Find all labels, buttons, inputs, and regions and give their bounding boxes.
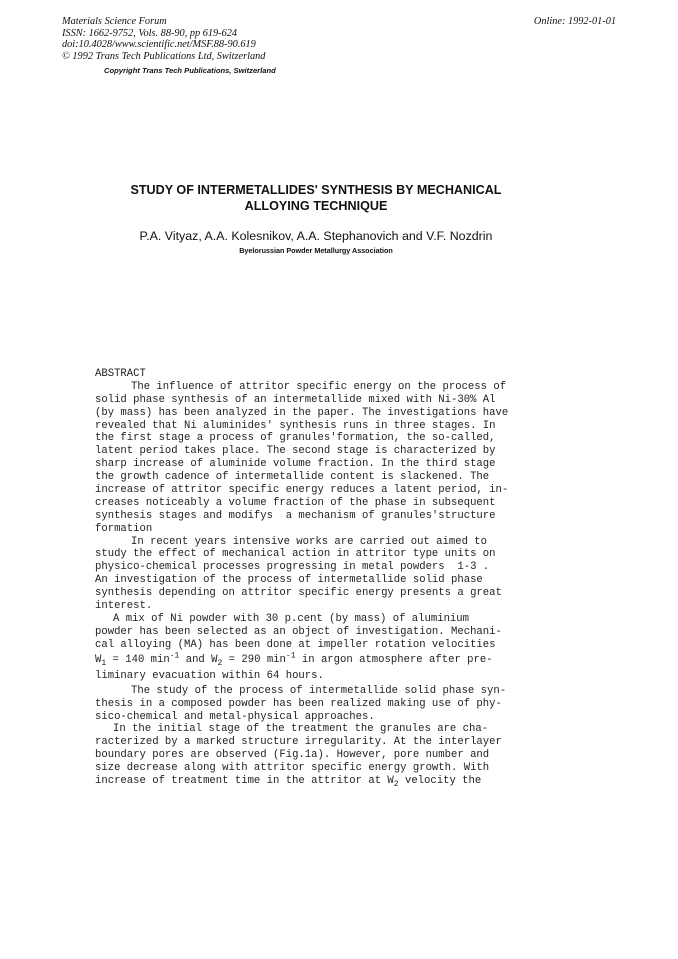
text-line: An investigation of the process of intermetallide solid phase [95,574,483,587]
publisher-line: © 1992 Trans Tech Publications Ltd, Switzerland [62,50,266,62]
text-line: liminary evacuation within 64 hours. [95,670,324,683]
text-line: sharp increase of aluminide volume fraction. In the third stage [95,458,496,471]
online-date: Online: 1992-01-01 [533,16,616,27]
text-line: creases noticeably a volume fraction of the phase in subsequent [95,496,496,509]
last-text-line [95,775,508,788]
publication-meta [62,16,265,62]
abstract-heading: ABSTRACT [95,368,146,380]
text-line: The influence of attritor specific energy on the process of [131,380,507,393]
text-line: study the effect of mechanical action in attritor type units on [95,548,496,561]
unit-exponent: -1 [285,651,296,661]
text-line: solid phase synthesis of an intermetallide mixed with Ni-30% Al [95,393,496,406]
text-line: powder has been selected as an object of investigation. Mechani- [95,625,502,638]
text-line: In the initial stage of the treatment the granules are cha- [113,723,489,736]
title-line-1: STUDY OF INTERMETALLIDES' SYNTHESIS BY MECHANICAL [130,183,502,197]
velocity-line [95,652,508,669]
velocity-rest: in argon atmosphere after pre- [295,653,493,666]
text-line: In recent years intensive works are carried out aimed to [131,535,488,548]
w2-subscript: 2 [217,658,223,668]
paper-body [95,368,508,788]
text-line: cal alloying (MA) has been done at impeller rotation velocities [95,638,496,651]
unit-exponent: -1 [169,651,180,661]
title-line-2: ALLOYING TECHNIQUE [244,198,388,213]
text-line: the first stage a process of granules'formation, the so-called, [95,432,496,445]
author-list: P.A. Vityaz, A.A. Kolesnikov, A.A. Stephanovich and V.F. Nozdrin [139,229,493,243]
copyright-notice: Copyright Trans Tech Publications, Switzerland [104,66,276,75]
last-line-text: increase of treatment time in the attritor at W [95,775,394,788]
doi-line: doi:10.4028/www.scientific.net/MSF.88-90.619 [62,39,256,51]
w2-value: = 290 min [222,653,286,666]
journal-name: Materials Science Forum [62,16,167,27]
text-line: formation [95,522,153,535]
issn-line: ISSN: 1662-9752, Vols. 88-90, pp 619-624 [62,27,238,39]
w1-symbol: W [95,653,102,666]
text-line: thesis in a composed powder has been realized making use of phy- [95,697,502,710]
w1-subscript: 1 [101,658,107,668]
text-line: (by mass) has been analyzed in the paper. The investigations have [95,406,509,419]
text-line: physico-chemical processes progressing in metal powders 1-3 . [95,561,490,574]
last-line-subscript: 2 [393,780,399,790]
text-line: revealed that Ni aluminides' synthesis runs in three stages. In [95,419,496,432]
affiliation: Byelorussian Powder Metallurgy Association [239,246,393,255]
text-line: interest. [95,600,153,613]
text-line: latent period takes place. The second stage is characterized by [95,445,496,458]
text-line: boundary pores are observed (Fig.1a). However, pore number and [95,749,490,762]
and-word: and [179,653,212,666]
w1-value: = 140 min [106,653,170,666]
paper-title [96,183,536,214]
text-line: size decrease along with attritor specific energy growth. With [95,762,490,775]
w2-symbol: W [211,653,218,666]
text-line: the growth cadence of intermetallide content is slackened. The [95,471,490,484]
text-line: synthesis depending on attritor specific energy presents a great [95,587,502,600]
text-line: sico-chemical and metal-physical approaches. [95,710,375,723]
text-line: racterized by a marked structure irregularity. At the interlayer [95,736,502,749]
last-line-end: velocity the [398,775,482,788]
text-line: The study of the process of intermetallide solid phase syn- [131,684,507,697]
text-line: synthesis stages and modifys a mechanism of granules'structure [95,509,496,522]
text-line: increase of attritor specific energy reduces a latent period, in- [95,484,509,497]
text-line: A mix of Ni powder with 30 p.cent (by mass) of aluminium [113,612,470,625]
